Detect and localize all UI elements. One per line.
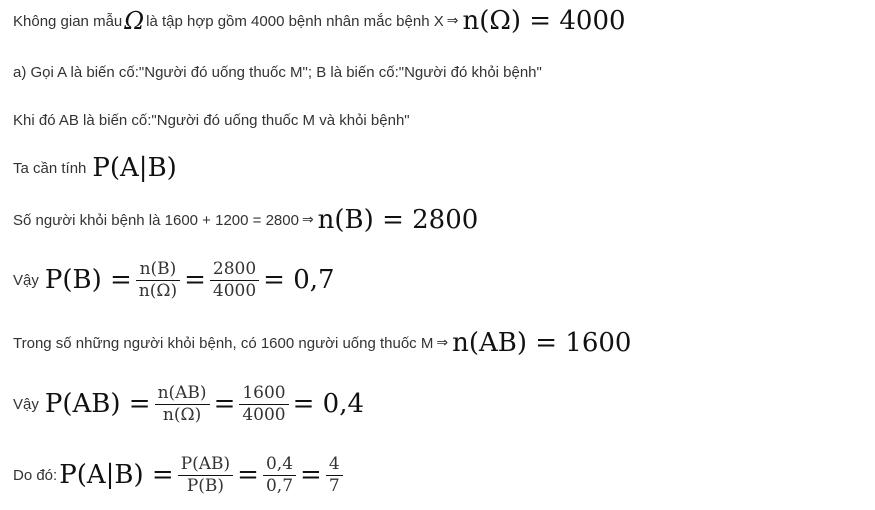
fraction-denominator: 4000 xyxy=(242,404,286,425)
math-expression: n(B) = 2800 xyxy=(317,205,479,235)
fraction xyxy=(136,259,180,302)
sample-space-line xyxy=(13,4,626,38)
line-text: Do đó: xyxy=(13,466,58,484)
fraction-numerator: 1600 xyxy=(242,382,286,403)
fraction-numerator: 0,4 xyxy=(265,453,294,474)
omega-symbol: Ω xyxy=(124,7,145,35)
event-definition-line xyxy=(13,60,542,84)
probability-b-line xyxy=(13,252,335,308)
math-rhs: = 0,7 xyxy=(263,265,335,295)
fraction xyxy=(263,454,296,497)
implies-arrow: ⇒ xyxy=(301,212,314,228)
line-text: Số người khỏi bệnh là 1600 + 1200 = 2800 xyxy=(13,211,299,229)
equals-sign: = xyxy=(300,460,322,490)
fraction-denominator: n(Ω) xyxy=(162,404,202,425)
math-lhs: P(A|B) = xyxy=(59,460,174,490)
line-text: Trong số những người khỏi bệnh, có 1600 người uống thuốc M xyxy=(13,334,434,352)
fraction xyxy=(178,454,233,497)
event-ab-line xyxy=(13,108,410,132)
line-text: a) Gọi A là biến cố:"Người đó uống thuốc M"; B là biến cố:"Người đó khỏi bệnh" xyxy=(13,63,542,81)
fraction-denominator: 0,7 xyxy=(265,475,294,496)
line-text: Ta cần tính xyxy=(13,159,87,177)
fraction-numerator: 2800 xyxy=(212,258,257,279)
fraction-denominator: P(B) xyxy=(186,475,225,496)
conditional-probability-line xyxy=(13,446,347,504)
equals-sign: = xyxy=(213,389,236,419)
implies-arrow: ⇒ xyxy=(446,13,459,29)
fraction xyxy=(210,259,259,302)
line-text: Khi đó AB là biến cố:"Người đó uống thuốc M và khỏi bệnh" xyxy=(13,111,410,129)
line-text: Không gian mẫu xyxy=(13,12,123,30)
fraction-denominator: 4000 xyxy=(212,280,257,301)
probability-ab-line xyxy=(13,376,364,432)
line-text: Vậy xyxy=(13,395,39,413)
fraction-denominator: n(Ω) xyxy=(138,280,178,301)
math-expression: P(A|B) xyxy=(92,153,177,183)
recovered-count-line xyxy=(13,202,478,238)
fraction xyxy=(155,383,210,426)
took-drug-line xyxy=(13,326,631,360)
math-lhs: P(AB) = xyxy=(44,389,151,419)
goal-line xyxy=(13,150,177,186)
fraction xyxy=(326,454,343,497)
fraction-denominator: 7 xyxy=(328,475,340,496)
line-text: là tập hợp gồm 4000 bệnh nhân mắc bệnh X xyxy=(146,12,444,30)
equals-sign: = xyxy=(237,460,259,490)
math-lhs: P(B) = xyxy=(44,265,132,295)
fraction-numerator: 4 xyxy=(328,453,340,474)
implies-arrow: ⇒ xyxy=(436,335,449,351)
fraction-numerator: n(B) xyxy=(139,258,177,279)
math-expression: n(AB) = 1600 xyxy=(452,328,632,358)
fraction-numerator: n(AB) xyxy=(157,382,207,403)
line-text: Vậy xyxy=(13,271,39,289)
fraction-numerator: P(AB) xyxy=(180,453,231,474)
equals-sign: = xyxy=(184,265,206,295)
math-expression: n(Ω) = 4000 xyxy=(462,6,626,36)
fraction xyxy=(239,383,288,426)
math-rhs: = 0,4 xyxy=(292,389,365,419)
